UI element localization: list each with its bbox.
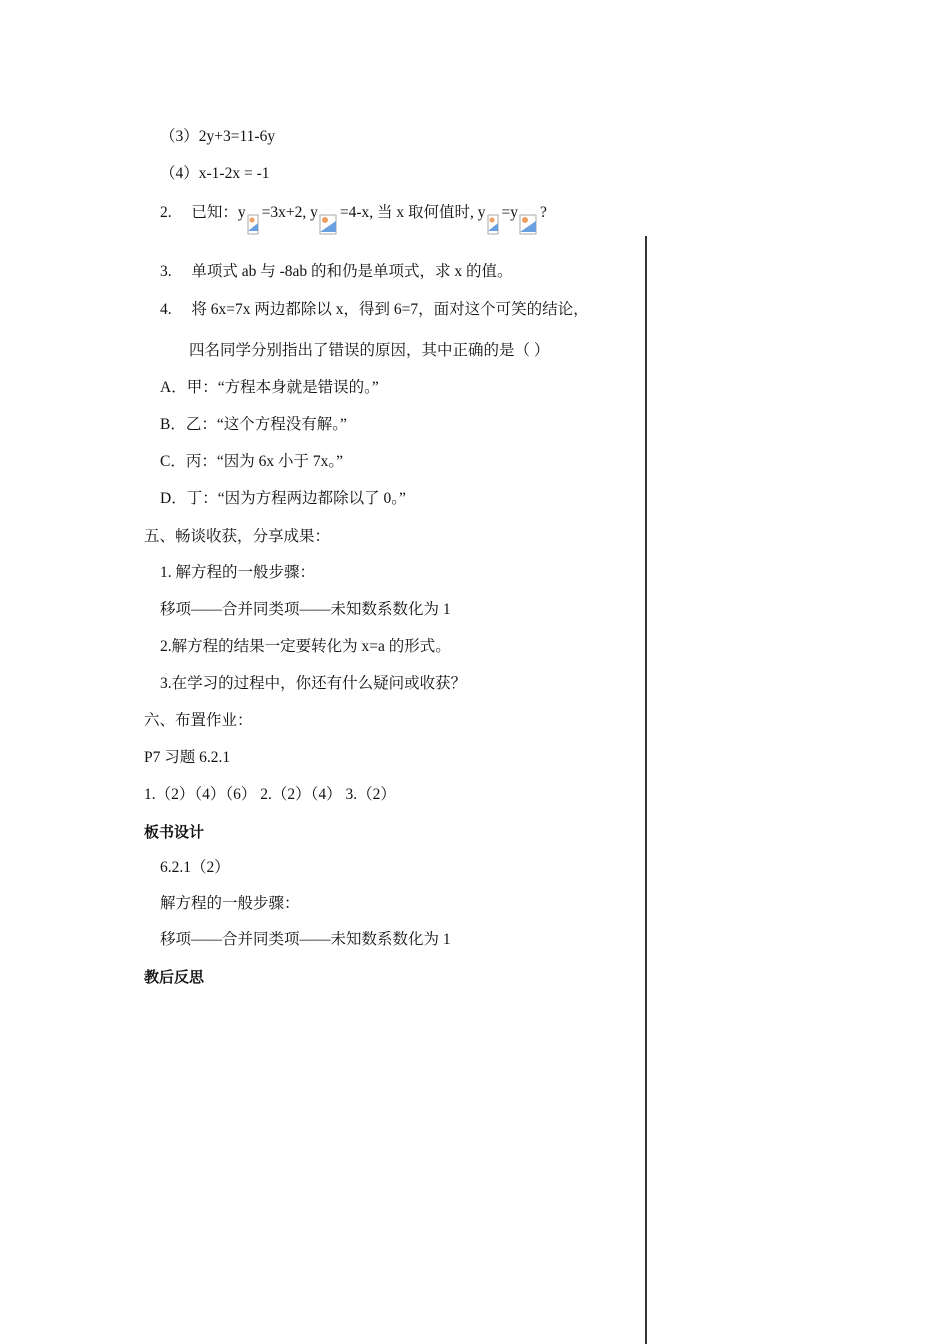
broken-image-icon [247, 209, 261, 231]
question-4-number: 4. [160, 301, 172, 318]
option-b: B．乙：“这个方程没有解。” [160, 416, 347, 433]
option-c: C．丙：“因为 6x 小于 7x。” [160, 453, 343, 470]
broken-image-icon [319, 209, 339, 231]
question-4 [160, 300, 589, 320]
question-4-text: 将 6x=7x 两边都除以 x，得到 6=7，面对这个可笑的结论， [191, 301, 589, 318]
table-right-border [645, 236, 647, 1344]
board-section-number: 6.2.1（2） [160, 859, 230, 876]
homework-reference: P7 习题 6.2.1 [144, 749, 231, 766]
board-steps: 移项——合并同类项——未知数系数化为 1 [160, 931, 451, 948]
option-a: A．甲：“方程本身就是错误的。” [160, 379, 379, 396]
summary-item-3: 3.在学习的过程中，你还有什么疑问或收获？ [160, 675, 467, 692]
section-6-heading: 六、布置作业： [144, 712, 253, 729]
question-3-number: 3. [160, 263, 172, 280]
question-3-text: 单项式 ab 与 -8ab 的和仍是单项式，求 x 的值。 [191, 263, 513, 280]
homework-items: 1.（2）（4）（6） 2.（2）（4） 3.（2） [144, 786, 396, 803]
question-2-suffix: ? [540, 204, 547, 221]
question-2-number: 2. [160, 204, 172, 221]
question-2-mid3: =y [501, 204, 519, 221]
board-design-heading: 板书设计 [144, 823, 205, 841]
question-2-mid1: =3x+2, y [261, 204, 318, 221]
reflection-heading: 教后反思 [144, 968, 205, 986]
section-5-heading: 五、畅谈收获，分享成果： [144, 528, 331, 545]
summary-steps: 移项——合并同类项——未知数系数化为 1 [160, 601, 451, 618]
equation-3: （3）2y+3=11-6y [160, 128, 276, 145]
question-2-mid2: =4-x, 当 x 取何值时, y [339, 204, 486, 221]
broken-image-icon [519, 209, 539, 231]
equation-4: （4）x-1-2x = -1 [160, 165, 270, 182]
summary-item-2: 2.解方程的结果一定要转化为 x=a 的形式。 [160, 638, 451, 655]
question-4-continuation: 四名同学分别指出了错误的原因，其中正确的是（ ） [189, 342, 550, 359]
question-3 [160, 262, 513, 282]
broken-image-icon [487, 209, 501, 231]
summary-item-1: 1. 解方程的一般步骤： [160, 564, 316, 581]
option-d: D．丁：“因为方程两边都除以了 0。” [160, 490, 406, 507]
board-steps-label: 解方程的一般步骤： [160, 895, 300, 912]
question-2-prefix: 已知：y [191, 204, 246, 221]
question-2 [160, 203, 547, 231]
